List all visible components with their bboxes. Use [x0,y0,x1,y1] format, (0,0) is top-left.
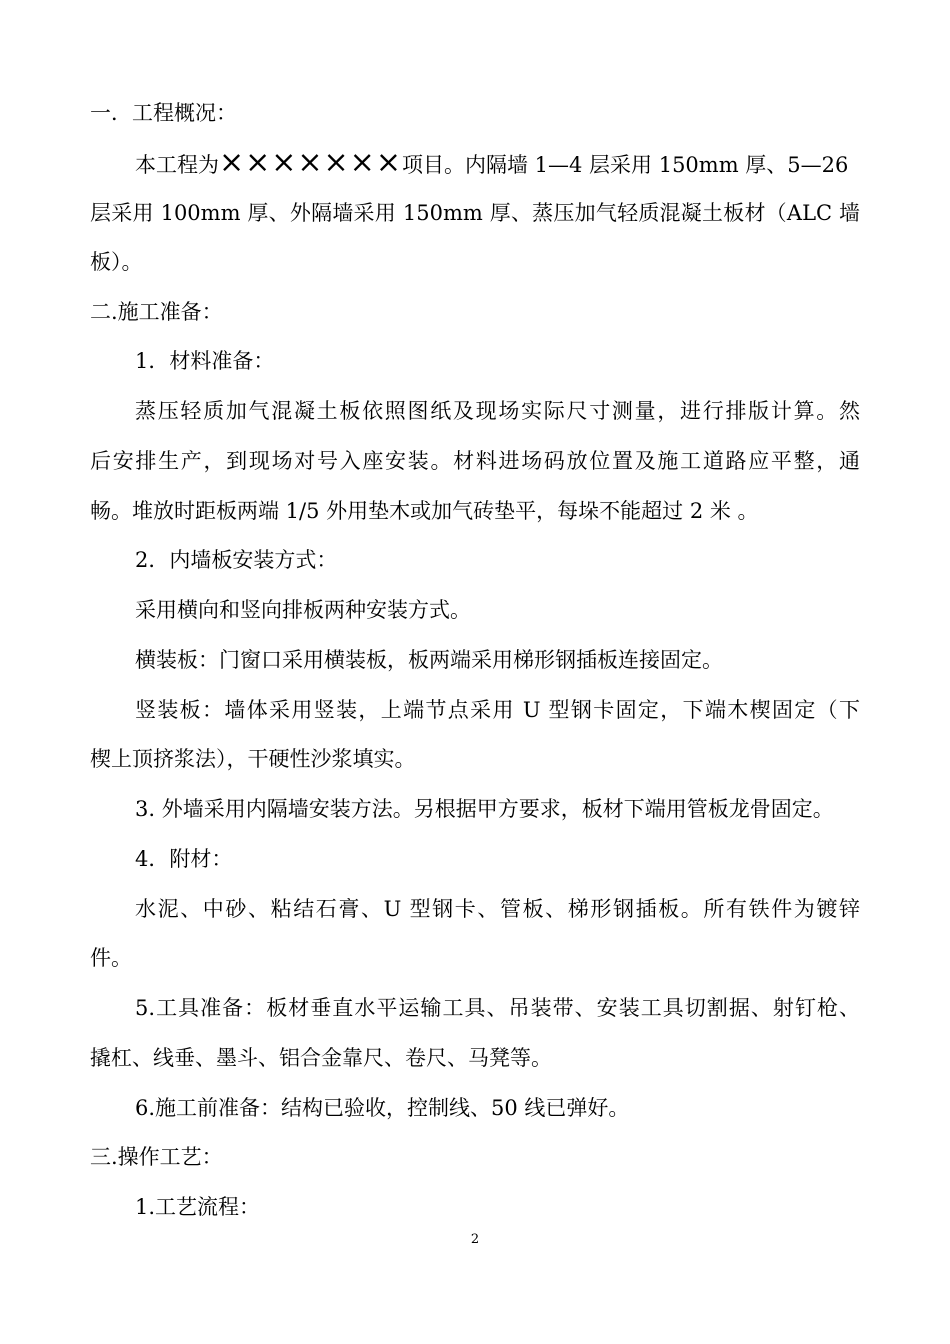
item-pre-construction: 6.施工前准备：结构已验收，控制线、50 线已弹好。 [135,1096,630,1120]
item-install-title: 2．内墙板安装方式： [135,548,338,572]
item-material-line-1: 蒸压轻质加气混凝土板依照图纸及现场实际尺寸测量，进行排版计算。然 [135,399,860,423]
redacted-project-name: ××××××× [219,145,402,180]
item-material-line-3: 畅。堆放时距板两端 1/5 外用垫木或加气砖垫平，每垛不能超过 2 米 。 [90,499,759,523]
item-accessories-line-1: 水泥、中砂、粘结石膏、U 型钢卡、管板、梯形钢插板。所有铁件为镀锌 [135,897,860,921]
overview-paragraph-line-2: 层采用 100mm 厚、外隔墙采用 150mm 厚、蒸压加气轻质混凝土板材（ALC 墙 [90,201,860,225]
project-prefix: 本工程为 [135,153,219,177]
section-heading-operation: 三.操作工艺： [90,1145,223,1169]
item-install-line-3: 竖装板：墙体采用竖装，上端节点采用 U 型钢卡固定，下端木楔固定（下 [135,698,860,722]
item-exterior-wall: 3. 外墙采用内隔墙安装方法。另根据甲方要求，板材下端用管板龙骨固定。 [135,797,834,821]
item-accessories-title: 4．附材： [135,847,233,871]
item-tools-line-1: 5.工具准备：板材垂直水平运输工具、吊装带、安装工具切割据、射钉枪、 [135,996,860,1020]
item-tools-line-2: 撬杠、线垂、墨斗、铝合金靠尺、卷尺、马凳等。 [90,1046,552,1070]
item-install-line-1: 采用横向和竖向排板两种安装方式。 [135,598,471,622]
overview-paragraph-line-3: 板）。 [90,250,143,274]
item-install-line-4: 楔上顶挤浆法），干硬性沙浆填实。 [90,747,416,771]
item-material-title: 1．材料准备： [135,349,275,373]
project-suffix: 项目。内隔墙 1—4 层采用 150mm 厚、5—26 [401,153,849,177]
item-process-flow-title: 1.工艺流程： [135,1195,261,1219]
item-material-line-2: 后安排生产，到现场对号入座安装。材料进场码放位置及施工道路应平整，通 [90,449,860,473]
page-number: 2 [470,1232,480,1247]
section-heading-overview: 一．工程概况： [90,101,237,125]
item-install-line-2: 横装板：门窗口采用横装板，板两端采用梯形钢插板连接固定。 [135,648,723,672]
overview-paragraph-line-1 [135,145,849,180]
item-accessories-line-2: 件。 [90,946,132,970]
section-heading-preparation: 二.施工准备： [90,300,223,324]
